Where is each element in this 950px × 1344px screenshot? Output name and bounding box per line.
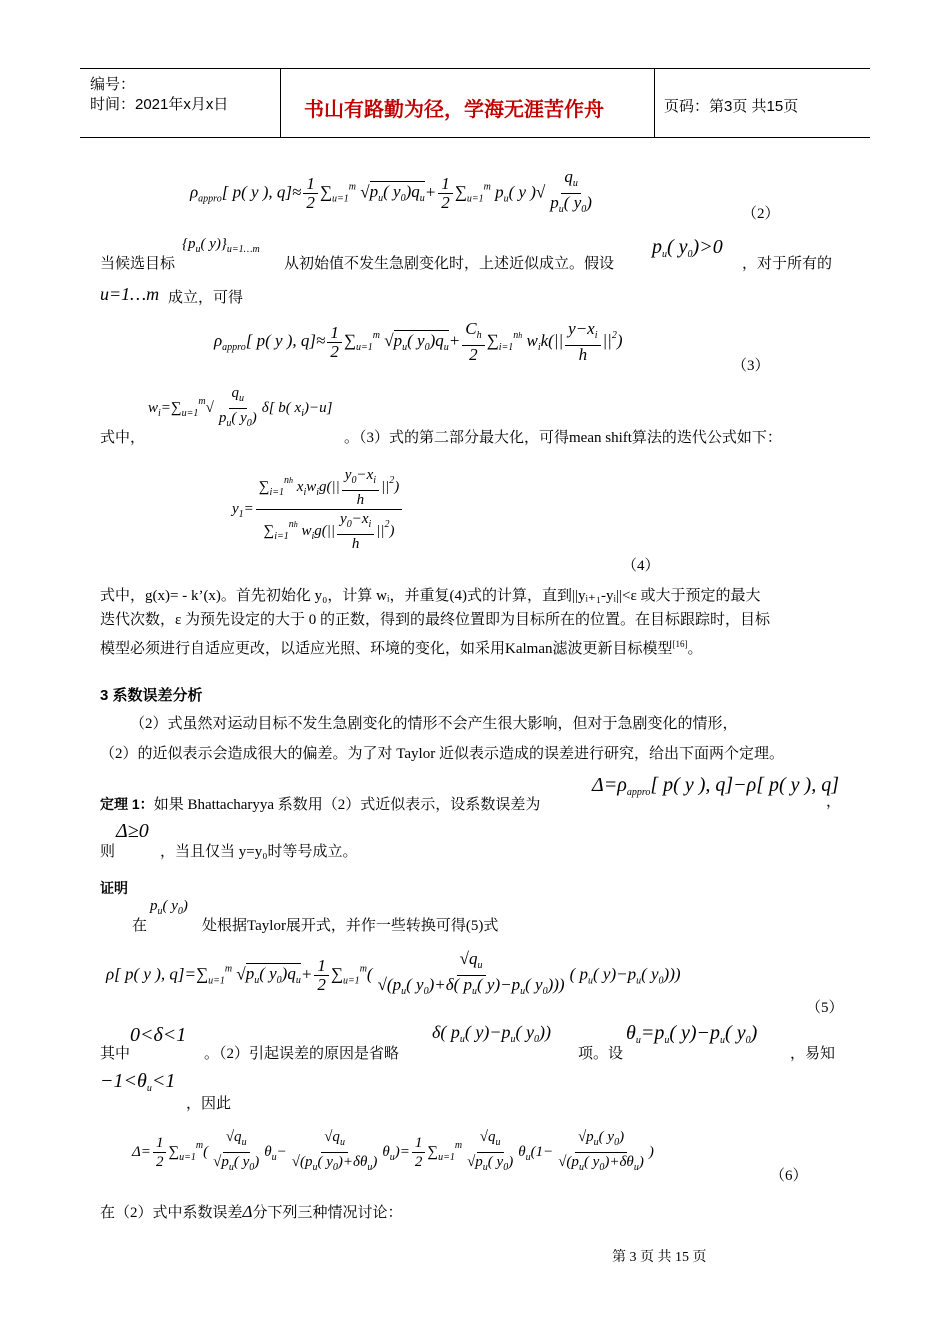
equation-number: （3） <box>732 358 770 374</box>
paragraph-text: 在 <box>132 918 148 934</box>
paragraph-text: 项。设 <box>578 1046 624 1062</box>
inline-math: {$p_u$( $y)\}_{u=1\dots m}$ <box>182 236 260 255</box>
theorem-label: 定理 1： <box>100 796 154 812</box>
equation-number: （6） <box>770 1168 808 1184</box>
paragraph-text: 模型必须进行自适应更改，以适应光照、环境的变化，如采用Kalman滤波更新目标模型[16]。 <box>100 639 703 657</box>
paragraph-text: ，当且仅当 y=y₀时等号成立。 <box>160 844 358 860</box>
inline-math: $p_u$( $y_0)>0$ <box>652 236 723 260</box>
theorem-paragraph: 定理 1：如果 Bhattacharyya 系数用（2）式近似表示，设系数误差为 <box>100 796 541 813</box>
equation-6: Δ= $\frac{1}{2}$ $\sum_{u=1}^m$( $\frac{√q_u}{√p_u( y_0)}$ $\theta_u-$ $\frac{√q_u}{√(p_u( y_0)+\delta\theta_u)}$ $\theta_u)=$ $\frac{1}{2}$ $\sum_{u=1}^m$ $\frac{√q_u}{√p_u( y_0)}$ $\theta_u(1-$ $\frac{√p_u( y_0)}{√(p_u( y_0)+\delta\theta_u)}$ ) <box>132 1129 654 1173</box>
equation-5: ρ[ p( y ), $q]=\sum_{u=1}^m$ $√p_u$( $y_0)q_u+$ $\frac{1}{2}$ $\sum_{u=1}^m$( $\frac{√q_u}{√(p_u( y_0)+\delta( p_u( y)-p_u( y_0)))}$ ( $p_u$( $y)-p_u$( $y_0$))) <box>106 949 681 997</box>
equation-number: （4） <box>622 558 660 574</box>
page-footer: 第 3 页 共 15 页 <box>612 1250 707 1265</box>
inline-math: $p_u$( $y_0$) <box>150 898 188 917</box>
page-header <box>80 68 870 138</box>
proof-label: 证明 <box>100 880 128 896</box>
paragraph-text: 式中， <box>100 430 146 446</box>
header-number-label: 编号： <box>90 76 136 93</box>
paragraph-text: 从初始值不发生急剧变化时，上述近似成立。假设 <box>284 256 615 272</box>
paragraph-text: 在（2）式中系数误差Δ分下列三种情况讨论： <box>100 1202 403 1221</box>
paragraph-text: 则 <box>100 844 116 860</box>
header-time-label: 时间：2021年x月x日 <box>90 96 229 113</box>
inline-math: 0<δ<1 <box>130 1024 187 1046</box>
inline-math: u=1…m <box>100 284 160 304</box>
paragraph-text: ，对于所有的 <box>742 256 833 272</box>
paragraph-text: （2）的近似表示会造成很大的偏差。为了对 Taylor 近似表示造成的误差进行研究，给出下面两个定理。 <box>100 746 784 762</box>
paragraph-text: 其中 <box>100 1046 131 1062</box>
inline-math-wi: $w_i=\sum_{u=1}^m√$ $\frac{q_u}{p_u( y_0)}$ δ[ b( $x_i)-u$] <box>148 385 333 429</box>
paragraph-text: （2）式虽然对运动目标不发生急剧变化的情形不会产生很大影响，但对于急剧变化的情形， <box>130 716 738 732</box>
paragraph-text: 成立，可得 <box>168 290 244 306</box>
equation-number: （5） <box>806 1000 844 1016</box>
equation-number: （2） <box>742 206 780 222</box>
inline-math-delta: $\Delta=\rho_{appro}$[ p( y ), q]−ρ[ p( y ), q] <box>592 774 839 798</box>
inline-math: Δ≥0 <box>116 820 149 842</box>
paragraph-text: 当候选目标 <box>100 256 176 272</box>
header-page-code: 页码：第3页 共15页 <box>664 98 799 115</box>
paragraph-text: 。（3）式的第二部分最大化，可得mean shift算法的迭代公式如下： <box>344 430 782 446</box>
section-title: 3 系数误差分析 <box>100 687 203 704</box>
header-divider <box>654 69 655 137</box>
inline-math: $-1<\theta_u<1$ <box>100 1070 176 1094</box>
paragraph-text: 处根据Taylor展开式，并作一些转换可得(5)式 <box>202 918 499 934</box>
paragraph-text: ，因此 <box>186 1096 232 1112</box>
citation-ref: [16] <box>672 639 688 649</box>
paragraph-text: 式中，g(x)= - k’(x)。首先初始化 y₀，计算 wᵢ，并重复(4)式的计算，直到||yᵢ₊₁-yᵢ||<ε 或大于预定的最大 <box>100 588 761 604</box>
inline-math: δ( $p_u$( $y)-p_u$( $y_0$)) <box>432 1022 551 1045</box>
paragraph-text: ，易知 <box>790 1046 836 1062</box>
equation-4: $y_1=$ $\sum_{i=1}^{nh}$ $x_iw_ig(||$ $\frac{y_0-x_i}{h}$ $||^2$) $\sum_{i=1}^{nh}$ $w_ig(||$ $\frac{y_0-x_i}{h}$ $||^2$) <box>232 466 404 553</box>
equation-3: $\rho_{appro}$[ p( y ), q]≈ $\frac{1}{2}$ $\sum_{u=1}^m$ $√p_u$( $y_0)q_u+$ $\frac{C_h}{2}$ $\sum_{i=1}^{nh}$ $w_ik(||$ $\frac{y-x_i}{h}$ $||^2$) <box>214 319 623 364</box>
equation-2: $\rho_{appro}$[ p( y ), q]≈ $\frac{1}{2}$ $\sum_{u=1}^m$ $√p_u$( $y_0)q_u+$ $\frac{1}{2}$ $\sum_{u=1}^m$ $p_u$( y )√ $\frac{q_u}{p_u( y_0)}$ <box>190 167 592 215</box>
paragraph-text: 。（2）引起误差的原因是省略 <box>204 1046 400 1062</box>
header-motto: 书山有路勤为径，学海无涯苦作舟 <box>304 99 604 121</box>
paragraph-text: 迭代次数，ε 为预先设定的大于 0 的正数，得到的最终位置即为目标所在的位置。在目标跟踪时，目标 <box>100 612 771 628</box>
header-divider <box>280 69 281 137</box>
paragraph-text: ， <box>826 794 842 810</box>
inline-math: $\theta_u=p_u$( $y)-p_u$( $y_0$) <box>626 1022 758 1046</box>
